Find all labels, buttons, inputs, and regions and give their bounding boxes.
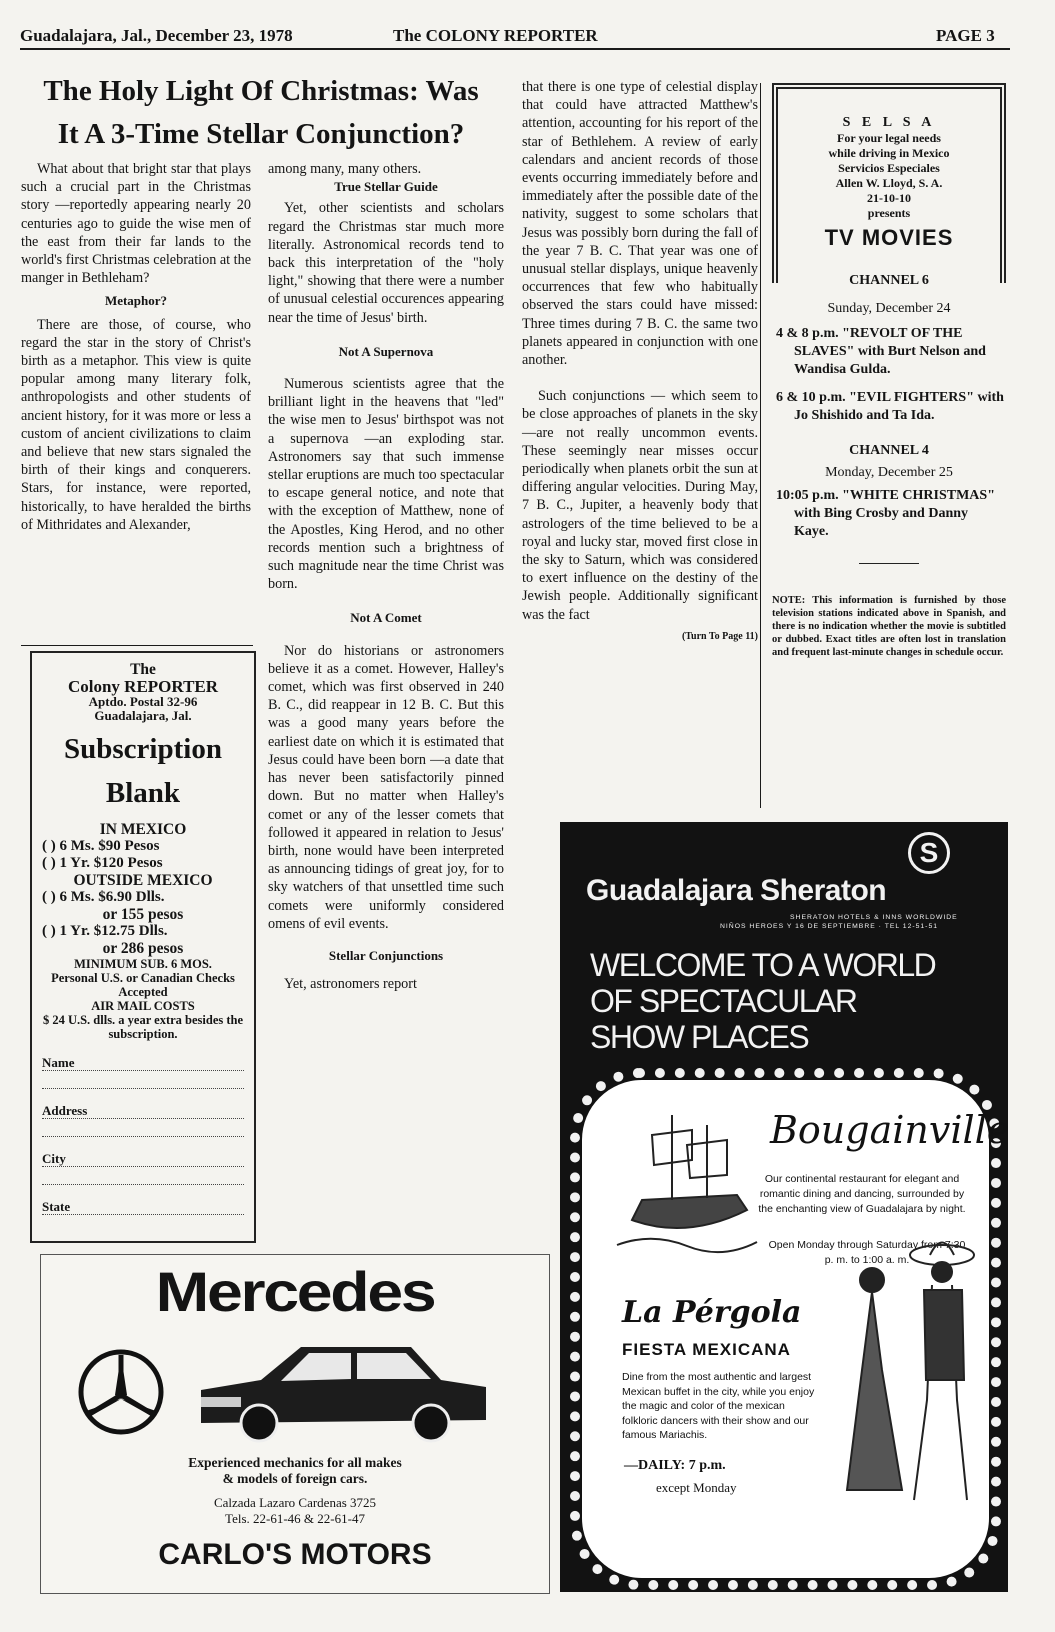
paragraph: What about that bright star that plays such a crucial part in the Christmas story —reportedly appearing nearly 20 centuries ago to guide the wise men of the east from their far lands to the world's first Christmas celebration at the manger in Bethleham? [21, 161, 251, 287]
carlos-address: Calzada Lazaro Cardenas 3725 [213, 1495, 377, 1510]
carlos-motors-name: CARLO'S MOTORS [158, 1538, 432, 1571]
sub-pesos-286: or 286 pesos [102, 940, 184, 957]
header-page-number: PAGE 3 [936, 26, 995, 45]
carlos-phones: Tels. 22-61-46 & 22-61-47 [225, 1511, 365, 1526]
option-6-months-outside[interactable]: ( ) 6 Ms. $6.90 Dlls. [42, 889, 165, 905]
carlos-motors-ad [40, 1254, 550, 1594]
paragraph: Numerous scientists agree that the brilliant light in the heavens that "led" the wise men to Jesus' birthspot was not a supernova —an exploding star. Astronomers say that such immense stellar eruptions are much too spectacular to escape general notice, and note that with the exception of Matthew, none of the Apostles, King Herod, and no other records mention such a brightness of such magnitude near the time Christ was born. [268, 376, 504, 593]
date-monday: Monday, December 25 [825, 465, 953, 480]
city-field[interactable]: City [42, 1151, 244, 1167]
mercedes-star-icon [76, 1347, 166, 1437]
name-field-line[interactable] [42, 1071, 244, 1089]
fiesta-mexicana-logo: FIESTA MEXICANA [622, 1340, 791, 1359]
mercedes-sedan-icon [191, 1335, 491, 1445]
sub-the: The [130, 661, 156, 678]
sheraton-logo-icon: S [908, 832, 950, 874]
subhead-not-a-supernova: Not A Supernova [338, 343, 434, 359]
sub-air-mail: AIR MAIL COSTS [91, 999, 195, 1013]
selsa-line-4: Allen W. Lloyd, S. A. [835, 176, 943, 190]
paragraph: Yet, other scientists and scholars regard the Christmas star much more literally. Astronomical records tend to back this interpretation of the "holy light," showing that there were a number of unusual celestial occurences appearing near the time of Jesus' birth. [268, 200, 504, 326]
header-paper-name: The COLONY REPORTER [393, 26, 598, 45]
bougainville-description: Our continental restaurant for elegant and romantic dining and dancing, surrounded by the enchanting view of Guadalajara by night. [758, 1173, 966, 1215]
tv-note: NOTE: This information is furnished by those television stations indicated above in Spanish, and there is no indication whether the movie is subtitled or dubbed. Exact titles are often lost in translation and frequent last-minute changes in schedule occur. [772, 595, 1006, 658]
channel-6: CHANNEL 6 [849, 273, 929, 288]
welcome-line-2: OF SPECTACULAR [590, 983, 857, 1019]
bougainville-logo: Bougainville [770, 1108, 1010, 1152]
header-rule [20, 48, 1010, 50]
selsa-line-3: Servicios Especiales [838, 161, 940, 175]
header-dateline: Guadalajara, Jal., December 23, 1978 [20, 26, 293, 45]
paragraph: among many, many others. [268, 161, 422, 177]
article-headline [12, 70, 510, 156]
tv-listing: 10:05 p.m. "WHITE CHRISTMAS" with Bing Crosby and Danny Kaye. [776, 488, 995, 539]
pergola-except: except Monday [656, 1480, 737, 1495]
sub-title-1: Subscription [64, 733, 222, 765]
sub-outside-mexico: OUTSIDE MEXICO [73, 872, 213, 889]
article-column-3 [522, 78, 758, 646]
sub-title-2: Blank [105, 777, 181, 809]
selsa-name: S E L S A [842, 115, 936, 130]
sub-city: Guadalajara, Jal. [94, 708, 192, 723]
article-column-2 [268, 160, 504, 993]
sub-pesos-155: or 155 pesos [102, 906, 184, 923]
folkloric-dancers-icon [832, 1230, 982, 1530]
sub-checks: Personal U.S. or Canadian Checks Accepted [51, 971, 235, 999]
paragraph: There are those, of course, who regard the star in the story of Christ's birth as a metaphor. This view is quite popular among many literary folk, anthropologists and other students of ancient history, for it was more or less a custom of ancient civilizations to claim and believe that new stars signaled the birth of their kings and conquerers. Stars, for instance, were reported, historically, to have heralded the births of Mithridates and Alexander, [21, 316, 251, 533]
sub-in-mexico: IN MEXICO [99, 821, 187, 838]
subhead-true-stellar-guide: True Stellar Guide [334, 179, 438, 195]
address-field[interactable]: Address [42, 1103, 244, 1119]
sub-postal: Aptdo. Postal 32-96 [88, 694, 198, 709]
subscription-blank [30, 651, 256, 1243]
option-1-year-outside[interactable]: ( ) 1 Yr. $12.75 Dlls. [42, 923, 168, 939]
welcome-line-3: SHOW PLACES [590, 1019, 809, 1055]
sub-minimum: MINIMUM SUB. 6 MOS. [74, 957, 212, 971]
name-field[interactable]: Name [42, 1055, 244, 1071]
subhead-not-a-comet: Not A Comet [350, 610, 422, 626]
headline-line-2: It A 3-Time Stellar Conjunction? [57, 118, 465, 150]
tv-movies-box [772, 83, 1006, 808]
selsa-phone: 21-10-10 [867, 191, 911, 205]
restaurant-panel [582, 1080, 1010, 1578]
mechanics-line-2: & models of foreign cars. [222, 1471, 368, 1486]
sheraton-ad [560, 822, 1008, 1592]
sub-paper-name: Colony REPORTER [67, 677, 219, 696]
column-rule [21, 645, 253, 646]
date-sunday: Sunday, December 24 [827, 301, 951, 316]
mechanics-line-1: Experienced mechanics for all makes [188, 1455, 402, 1470]
selsa-line-1: For your legal needs [837, 131, 941, 145]
paragraph: Yet, astronomers report [284, 976, 417, 993]
city-field-line[interactable] [42, 1167, 244, 1185]
pergola-daily-time: —DAILY: 7 p.m. [624, 1458, 726, 1473]
address-field-line[interactable] [42, 1119, 244, 1137]
bougainville-hours: Open Monday through Saturday from 7:30 p. m. to 1:00 a. m. [768, 1239, 966, 1266]
tv-listing: 4 & 8 p.m. "REVOLT OF THE SLAVES" with Burt Nelson and Wandisa Gulda. [776, 326, 986, 377]
galleon-ship-icon [612, 1100, 762, 1260]
sub-air-note: $ 24 U.S. dlls. a year extra besides the subscription. [42, 1013, 244, 1041]
sheraton-address: NIÑOS HEROES Y 16 DE SEPTIEMBRE · TEL 12-51-51 [720, 923, 938, 930]
la-pergola-logo: La Pérgola [622, 1295, 802, 1330]
channel-4: CHANNEL 4 [849, 443, 929, 458]
state-field[interactable]: State [42, 1199, 244, 1215]
column-rule [760, 83, 761, 808]
divider [859, 563, 919, 564]
paragraph: Such conjunctions — which seem to be close approaches of planets in the sky —are not really uncommon events. These seemingly near misses occur periodically when planets orbit the sun at differing angular velocities. During May, 7 B. C., Jupiter, a heavenly body that astrologers of the time believed to be a royal and lucky star, moved first close in the sky to Saturn, which was considered to exert influence on the destiny of the Jewish people. Additionally significant was the fact [522, 388, 758, 623]
paragraph: Nor do historians or astronomers believe it as a comet. However, Halley's comet, which was first observed in 240 B. C., did reappear in 12 B. C. But this was a good many years before the earliest date on which it is estimated that Jesus could have been born —a date that has never been satisfactorily pinned down. But no matter when Halley's comet or any of the lesser comets that followed it appeared in relation to Jesus' birth, none would have been interpreted as announcing tidings of great joy, for to sky watchers of that unsettled time such comets were uniformly considered omens of evil events. [268, 642, 504, 932]
option-6-months-mexico[interactable]: ( ) 6 Ms. $90 Pesos [42, 838, 160, 854]
tv-movies-title: TV MOVIES [824, 225, 954, 250]
subhead-stellar-conjunctions: Stellar Conjunctions [328, 947, 444, 963]
mercedes-wordmark: Mercedes [155, 1260, 435, 1323]
selsa-line-2: while driving in Mexico [828, 146, 950, 160]
welcome-line-1: WELCOME TO A WORLD [590, 947, 936, 983]
jump-line: (Turn To Page 11) [681, 630, 758, 642]
selsa-presents: presents [867, 206, 911, 220]
option-1-year-mexico[interactable]: ( ) 1 Yr. $120 Pesos [42, 855, 163, 871]
subhead-metaphor: Metaphor? [104, 293, 168, 309]
paragraph: that there is one type of celestial display that could have attracted Matthew's attention, accounting for his report of the star of Bethlehem. A review of early calendars and ancient records of those events occurring immediately before and immediately after the possible date of the nativity, suggest to some scholars that Jesus was possibly born during the fall of the year 7 B. C. That year was one of unusual stellar displays, unique heavenly occurrences that few who habitually observed the stars could have missed: Three times during 7 B. C. the same two planets appeared in conjunction with one another. [522, 79, 758, 369]
headline-line-1: The Holy Light Of Christmas: Was [43, 75, 479, 107]
article-column-1 [21, 160, 251, 534]
pergola-description: Dine from the most authentic and largest Mexican buffet in the city, while you enjoy the magic and color of the mexican folkloric dancers with their show and our famous Mariachis. [622, 1371, 815, 1441]
sheraton-tagline: SHERATON HOTELS & INNS WORLDWIDE [790, 914, 958, 921]
tv-listing: 6 & 10 p.m. "EVIL FIGHTERS" with Jo Shishido and Ta Ida. [776, 390, 1004, 423]
sheraton-name: Guadalajara Sheraton [586, 874, 887, 907]
